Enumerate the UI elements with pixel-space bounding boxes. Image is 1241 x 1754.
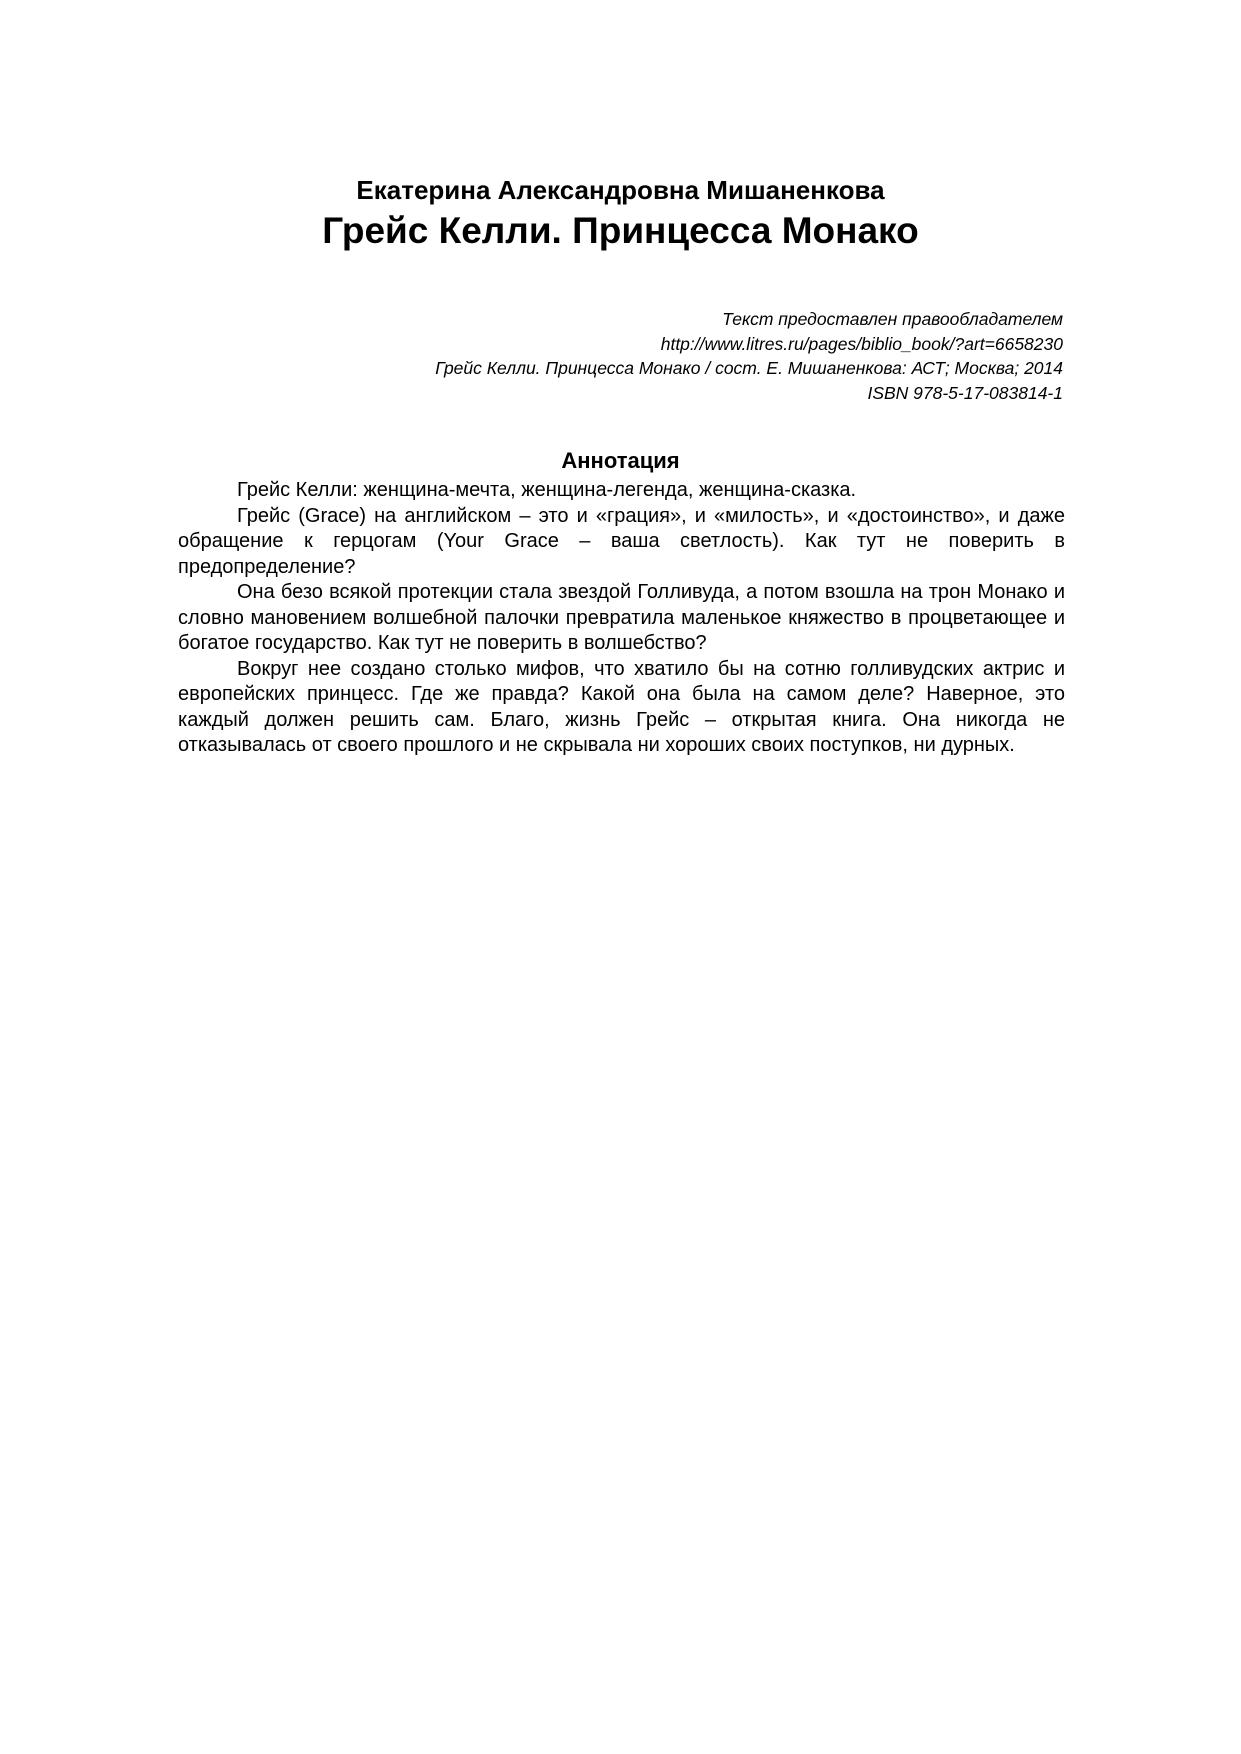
annotation-paragraph: Вокруг нее создано столько мифов, что хватило бы на сотню голливудских актрис и европейских принцесс. Где же правда? Какой она была на самом деле? Наверное, это каждый должен решить сам. Благо, жизнь Грейс – открытая книга. Она никогда не отказывалась от своего прошлого и не скрывала ни хороших своих поступков, ни дурных. (178, 657, 1065, 756)
book-author: Екатерина Александровна Мишаненкова (356, 175, 885, 205)
annotation-paragraph: Грейс Келли: женщина-мечта, женщина-легенда, женщина-сказка. (237, 479, 857, 501)
rights-holder-note: Текст предоставлен правообладателем (722, 309, 1063, 329)
source-url: http://www.litres.ru/pages/biblio_book/?art=6658230 (660, 333, 1063, 354)
annotation-body (178, 478, 1065, 759)
annotation-heading: Аннотация (561, 448, 680, 473)
isbn: ISBN 978-5-17-083814-1 (867, 382, 1063, 403)
book-title: Грейс Келли. Принцесса Монако (322, 210, 919, 251)
annotation-paragraph: Грейс (Grace) на английском – это и «грация», и «милость», и «достоинство», и даже обращение к герцогам (Your Grace – ваша светлость). Как тут не поверить в предопределение? (178, 504, 1065, 578)
annotation-paragraph: Она безо всякой протекции стала звездой Голливуда, а потом взошла на трон Монако и словно мановением волшебной палочки превратила маленькое княжество в процветающее и богатое государство. Как тут не поверить в волшебство? (178, 581, 1065, 654)
publication-info (163, 307, 1063, 405)
bibliographic-citation: Грейс Келли. Принцесса Монако / сост. Е. Мишаненкова: АСТ; Москва; 2014 (435, 358, 1063, 378)
